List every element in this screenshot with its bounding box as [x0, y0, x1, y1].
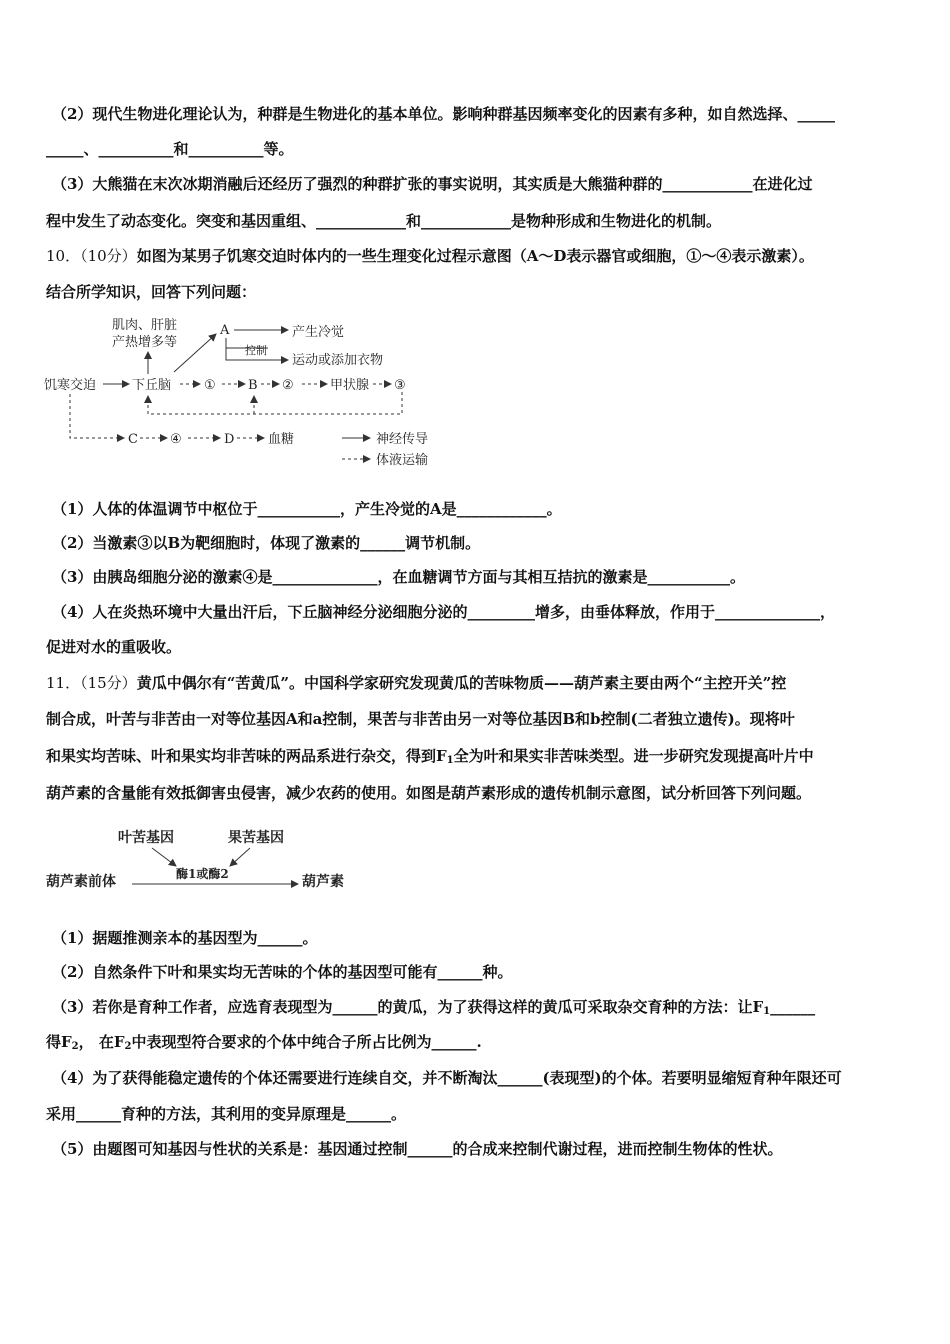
label-muscle-liver-1: 肌肉、肝脏: [112, 318, 178, 333]
q11-question-4-line1: （4）为了获得能稳定遗传的个体还需要进行连续自交，并不断淘汰______(表现型)的个体。若要明显缩短育种年限还可: [52, 1069, 842, 1087]
q11-question-3-line1: [52, 997, 914, 1017]
q10-number: 10．（10分）: [46, 247, 137, 265]
q11-line1-text: 黄瓜中偶尔有“苦黄瓜”。中国科学家研究发现黄瓜的苦味物质——葫芦素主要由两个“主控开关”控: [136, 674, 787, 692]
hormone-4: ④: [170, 432, 182, 447]
q11-line3-sub: 1: [446, 755, 454, 766]
node-blood-sugar: 血糖: [268, 432, 295, 447]
q11-question-2: （2）自然条件下叶和果实均无苦味的个体的基因型可能有______种。: [52, 963, 513, 981]
q11-line3-a: 和果实均苦味、叶和果实均非苦味的两品系进行杂交，得到F: [46, 747, 447, 765]
label-enzyme: 酶1或酶2: [176, 867, 229, 881]
q11-question-3-line2-sub1: 2: [71, 1041, 79, 1052]
q11-question-4-line2: 采用______育种的方法，其利用的变异原理是______。: [46, 1105, 407, 1123]
q10-question-3: （3）由胰岛细胞分泌的激素④是______________，在血糖调节方面与其相互拮抗的激素是___________。: [52, 568, 745, 586]
node-B: B: [248, 378, 258, 393]
q9-part2-line1: （2）现代生物进化理论认为，种群是生物进化的基本单位。影响种群基因频率变化的因素有多种，如自然选择、_____: [52, 105, 835, 123]
q11-line2: 制合成，叶苦与非苦由一对等位基因A和a控制，果苦与非苦由另一对等位基因B和b控制(二者独立遗传)。现将叶: [46, 710, 795, 728]
legend-fluid-label: 体液运输: [376, 453, 429, 468]
hormone-2: ②: [282, 378, 294, 393]
hormone-1: ①: [204, 378, 216, 393]
q10-question-1: （1）人体的体温调节中枢位于___________，产生冷觉的A是____________。: [52, 500, 562, 518]
q11-question-3-line2-a: 得F: [46, 1033, 72, 1051]
q11-line1: [46, 673, 908, 693]
q11-question-5: （5）由题图可知基因与性状的关系是：基因通过控制______的合成来控制代谢过程，进而控制生物体的性状。: [52, 1140, 783, 1158]
thermoregulation-diagram: [40, 312, 460, 474]
q11-question-3-line2-c: 中表现型符合要求的个体中纯合子所占比例为______.: [131, 1033, 482, 1051]
q11-line3-b: 全为叶和果实非苦味类型。进一步研究发现提高叶片中: [453, 747, 814, 765]
q11-question-3-line1-sub: 1: [763, 1006, 771, 1017]
label-cold-feeling: 产生冷觉: [292, 325, 345, 340]
q10-question-4-line2: 促进对水的重吸收。: [46, 638, 182, 656]
node-thyroid: 甲状腺: [330, 378, 370, 393]
q11-question-3-line1-a: （3）若你是育种工作者，应选育表现型为______的黄瓜，为了获得这样的黄瓜可采取杂交育种的方法：让F: [52, 998, 764, 1016]
node-A: A: [220, 323, 230, 338]
q9-part3-line1: （3）大熊猫在末次冰期消融后还经历了强烈的种群扩张的事实说明，其实质是大熊猫种群的____________在进化过: [52, 175, 813, 193]
label-leaf-gene: 叶苦基因: [118, 830, 174, 846]
label-fruit-gene: 果苦基因: [228, 830, 284, 846]
q11-question-3-line1-b: ______: [770, 998, 816, 1016]
q11-question-1: （1）据题推测亲本的基因型为______。: [52, 929, 318, 947]
q10-question-2: （2）当激素③以B为靶细胞时，体现了激素的______调节机制。: [52, 534, 481, 552]
legend-nerve-label: 神经传导: [376, 432, 429, 447]
q10-question-4-line1: （4）人在炎热环境中大量出汗后，下丘脑神经分泌细胞分泌的_________增多，由垂体释放，作用于______________，: [52, 603, 835, 621]
q9-part3-line2: 程中发生了动态变化。突变和基因重组、____________和____________是物种形成和生物进化的机制。: [46, 212, 722, 230]
q11-line3: [46, 746, 908, 766]
hormone-3: ③: [394, 378, 406, 393]
q10-intro-line2: 结合所学知识，回答下列问题：: [46, 283, 257, 301]
q10-intro-text: 如图为某男子饥寒交迫时体内的一些生理变化过程示意图（A～D表示器官或细胞，①～④表示激素）。: [136, 247, 814, 265]
label-muscle-liver-2: 产热增多等: [112, 335, 178, 350]
label-exercise: 运动或添加衣物: [292, 353, 384, 368]
label-product: 葫芦素: [302, 874, 344, 890]
q9-part2-line2: _____、__________和__________等。: [46, 140, 294, 158]
q11-number: 11．（15分）: [46, 674, 137, 692]
q11-question-3-line2: [46, 1032, 908, 1052]
label-hunger-cold: 饥寒交迫: [44, 378, 97, 393]
q11-question-3-line2-b: ， 在F: [78, 1033, 125, 1051]
q11-question-3-line2-sub2: 2: [124, 1041, 132, 1052]
label-precursor: 葫芦素前体: [46, 874, 116, 890]
q10-intro-line1: [46, 246, 908, 266]
q11-line4: 葫芦素的含量能有效抵御害虫侵害，减少农药的使用。如图是葫芦素形成的遗传机制示意图，试分析回答下列问题。: [46, 784, 812, 802]
node-D: D: [224, 432, 235, 447]
node-C: C: [128, 432, 138, 447]
node-hypothalamus: 下丘脑: [132, 378, 172, 393]
label-control: 控制: [245, 344, 267, 357]
cucurbitacin-diagram: [44, 822, 364, 894]
